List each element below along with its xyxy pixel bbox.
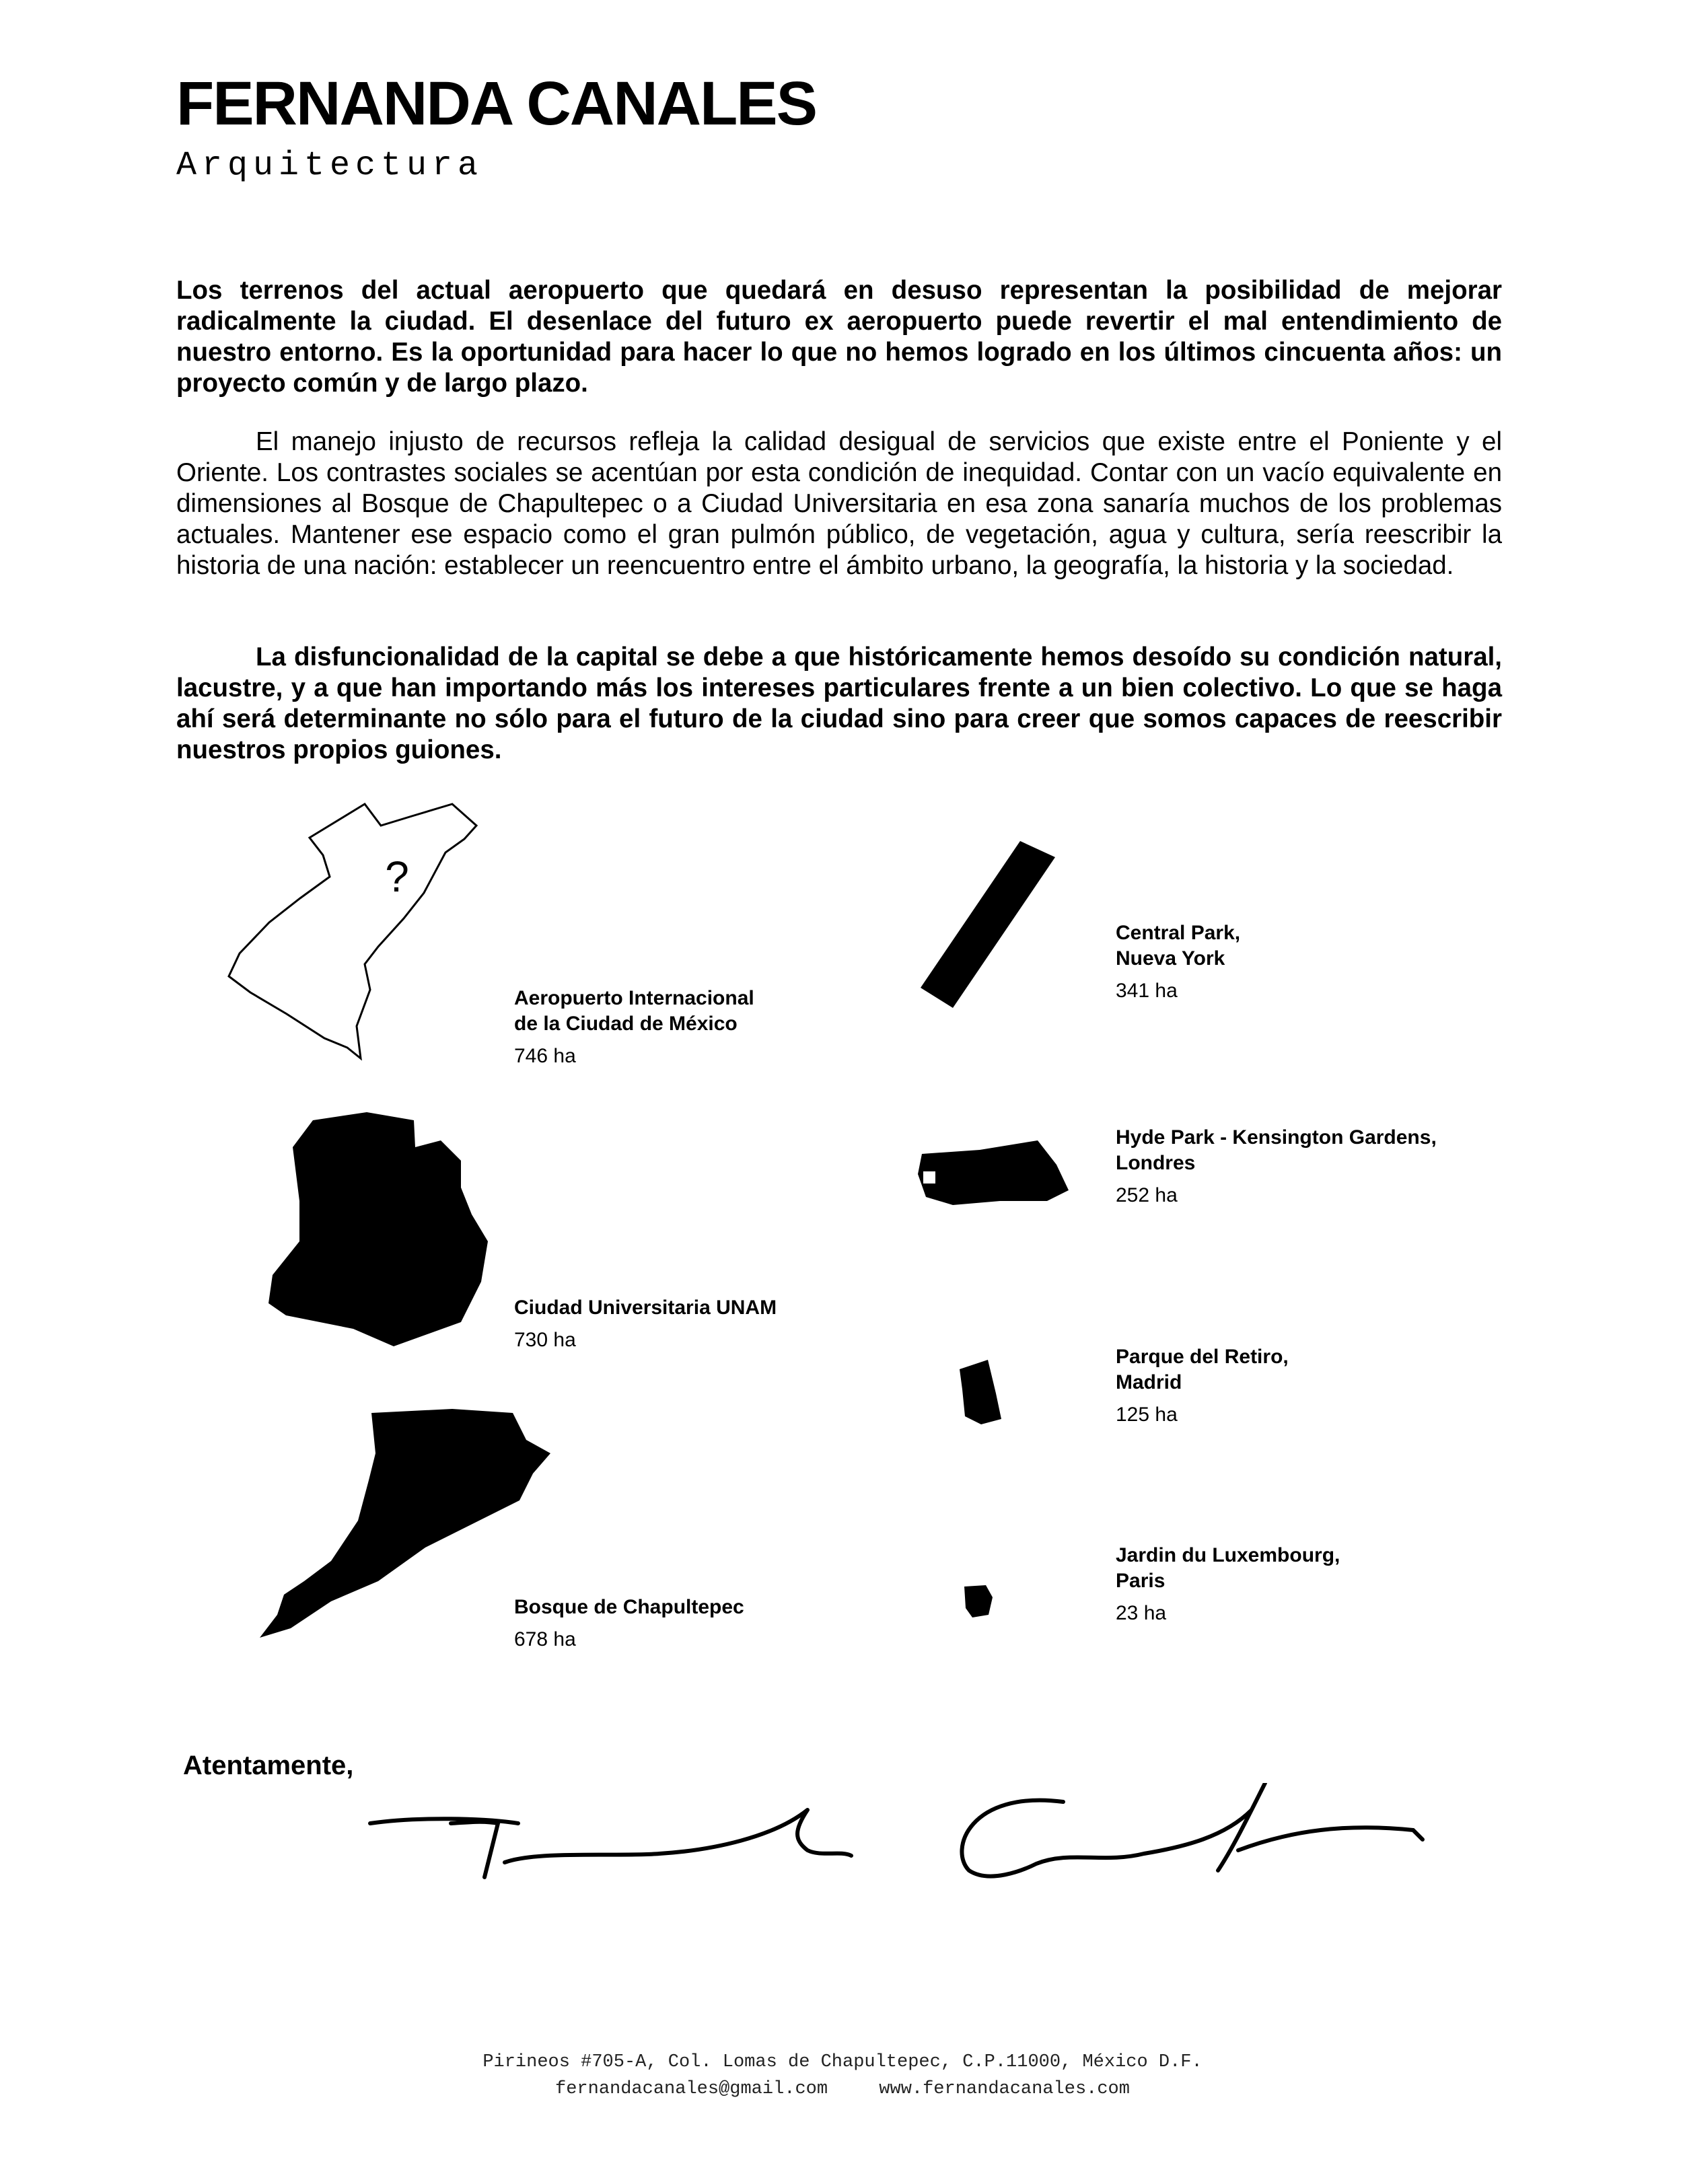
luxembourg-shape bbox=[959, 1581, 999, 1622]
footer-address: Pirineos #705-A, Col. Lomas de Chapultepec, C.P.11000, México D.F. bbox=[482, 2052, 1203, 2072]
retiro-name-line1: Parque del Retiro, bbox=[1116, 1346, 1289, 1368]
airport-label bbox=[514, 986, 754, 1069]
retiro-shape bbox=[954, 1356, 1008, 1430]
airport-name-line1: Aeropuerto Internacional bbox=[514, 987, 754, 1009]
chapultepec-name: Bosque de Chapultepec bbox=[514, 1596, 744, 1618]
retiro-area: 125 ha bbox=[1116, 1404, 1178, 1426]
airport-name-line2: de la Ciudad de México bbox=[514, 1013, 738, 1035]
unam-name: Ciudad Universitaria UNAM bbox=[514, 1297, 777, 1319]
footer-email[interactable]: fernandacanales@gmail.com bbox=[555, 2079, 828, 2099]
hyde-park-shape bbox=[912, 1127, 1074, 1214]
brand-name: FERNANDA CANALES bbox=[176, 69, 817, 138]
luxembourg-area: 23 ha bbox=[1116, 1602, 1167, 1624]
hyde-park-name-line1: Hyde Park - Kensington Gardens, bbox=[1116, 1126, 1437, 1149]
hyde-park-name-line2: Londres bbox=[1116, 1152, 1196, 1174]
central-park-area: 341 ha bbox=[1116, 980, 1178, 1002]
central-park-shape bbox=[915, 834, 1077, 1016]
brand-subtitle: Arquitectura bbox=[176, 147, 484, 185]
hyde-park-area: 252 ha bbox=[1116, 1184, 1178, 1206]
unam-shape bbox=[259, 1107, 495, 1356]
question-mark: ? bbox=[385, 852, 409, 901]
paragraph-3: La disfuncionalidad de la capital se debe a que históricamente hemos desoído su condición natural, lacustre, y a que han importando más los intereses particulares frente a un bien colectivo. Lo que se haga ahí será determinante no sólo para el futuro de la ciudad sino para creer que somos capaces de reescribir nuestros propios guiones. bbox=[176, 642, 1502, 764]
luxembourg-label bbox=[1116, 1543, 1340, 1626]
closing-salutation: Atentamente, bbox=[183, 1751, 354, 1780]
luxembourg-name-line2: Paris bbox=[1116, 1570, 1166, 1592]
footer-website[interactable]: www.fernandacanales.com bbox=[879, 2079, 1130, 2099]
letterhead bbox=[176, 69, 817, 185]
signature bbox=[363, 1783, 1474, 1897]
luxembourg-name-line1: Jardin du Luxembourg, bbox=[1116, 1544, 1340, 1566]
paragraph-2: El manejo injusto de recursos refleja la calidad desigual de servicios que existe entre el Poniente y el Oriente. Los contrastes sociales se acentúan por esta condición de inequidad. Contar con un vacío equivalente en dimensiones al Bosque de Chapultepec o a Ciudad Universitaria en esa zona sanaría muchos de los problemas actuales. Mantener ese espacio como el gran pulmón público, de vegetación, agua y cultura, sería reescribir la historia de una nación: establecer un reencuentro entre el ámbito urbano, la geografía, la historia y la sociedad. bbox=[176, 427, 1502, 580]
airport-area: 746 ha bbox=[514, 1045, 576, 1067]
chapultepec-area: 678 ha bbox=[514, 1628, 576, 1650]
central-park-label bbox=[1116, 920, 1240, 1004]
central-park-name-line1: Central Park, bbox=[1116, 922, 1241, 944]
retiro-name-line2: Madrid bbox=[1116, 1371, 1182, 1393]
footer-contact bbox=[0, 2079, 1685, 2099]
hyde-park-label bbox=[1116, 1125, 1437, 1208]
paragraph-1: Los terrenos del actual aeropuerto que quedará en desuso representan la posibilidad de mejorar radicalmente la ciudad. El desenlace del futuro ex aeropuerto puede revertir el mal entendimiento de nuestro entorno. Es la oportunidad para hacer lo que no hemos logrado en los últimos cincuenta años: un proyecto común y de largo plazo. bbox=[176, 275, 1502, 398]
central-park-name-line2: Nueva York bbox=[1116, 947, 1225, 970]
retiro-label bbox=[1116, 1344, 1289, 1428]
chapultepec-label bbox=[514, 1595, 744, 1652]
unam-area: 730 ha bbox=[514, 1329, 576, 1351]
unam-label bbox=[514, 1295, 777, 1353]
